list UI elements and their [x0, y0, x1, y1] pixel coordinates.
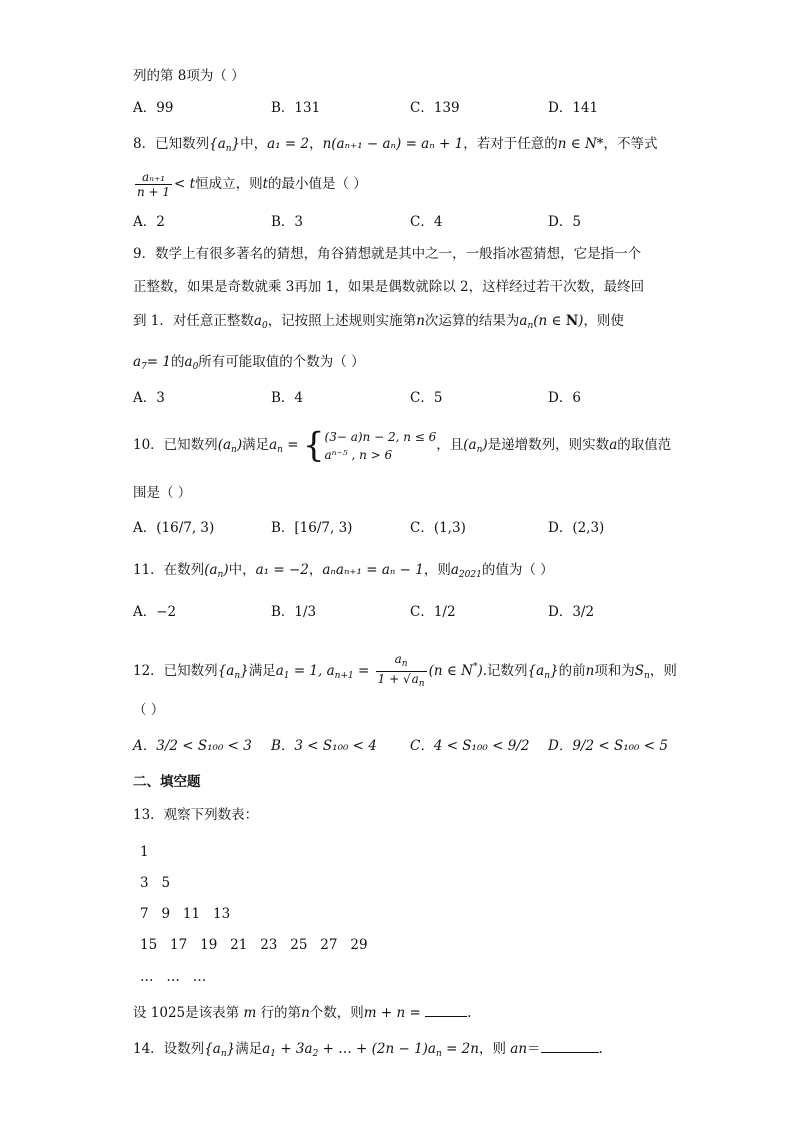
q10-stem: 10．已知数列$(a_n)$满足$a_n$ = { (3− a)n − 2, n ≤ 6 aⁿ⁻⁵ , n > 6 ，且$(a_n)$是递增数列，则实数a的取值范	[133, 425, 672, 466]
q7-tail: 列的第 8项为（ ）	[133, 68, 245, 84]
q14-question: 14．设数列$\{a_n\}$满足$a_1 + 3a_2$ + … + $(2n - 1)a_n = 2n$，则 an＝ .	[133, 1038, 603, 1064]
q13-table-row-1: 1	[140, 844, 149, 860]
q8-option-b[interactable]: B．3	[271, 214, 304, 230]
q12-option-a[interactable]: A．3/2 < S₁₀₀ < 3	[133, 738, 252, 754]
q9-line2: 正整数，如果是奇数就乘 3再加 1，如果是偶数就除以 2，这样经过若干次数，最终回	[133, 279, 645, 295]
q13-title: 13．观察下列数表：	[133, 807, 259, 823]
q12-fraction: $\frac{a_n}{1 + √a_n}$	[377, 652, 425, 689]
q13-table-row-4: 15 17 19 21 23 25 27 29	[140, 937, 368, 953]
q10-option-b[interactable]: B．[16/7, 3)	[271, 520, 353, 536]
q8-stem-line2: $\frac{\text{aₙ₊₁}}{n + 1}$ < t恒成立，则t的最小值是（ ）	[137, 170, 367, 199]
piecewise-brace: {	[302, 425, 325, 466]
q9-line1: 9．数学上有很多著名的猜想，角谷猜想就是其中之一，一般指冰雹猜想，它是指一个	[133, 246, 642, 262]
q10-option-c[interactable]: C．(1,3)	[410, 520, 466, 536]
section-fill-in-title: 二、填空题	[133, 774, 201, 790]
q7-option-c[interactable]: C．139	[410, 100, 460, 116]
q9-option-d[interactable]: D．6	[548, 390, 581, 406]
q9-line3: 到 1．对任意正整数$a_0$，记按照上述规则实施第n次运算的结果为$a_n(n$ ∈ N)，则使	[133, 313, 624, 331]
q9-line4: $a_7= 1$的$a_0$所有可能取值的个数为（ ）	[133, 354, 365, 372]
q9-option-b[interactable]: B．4	[271, 390, 304, 406]
q11-option-c[interactable]: C．1/2	[410, 604, 456, 620]
q13-table-row-5: … … …	[140, 969, 207, 985]
q13-table-row-2: 3 5	[140, 875, 171, 891]
q10-line2: 围是（ ）	[133, 485, 192, 501]
q12-option-c[interactable]: C．4 < S₁₀₀ < 9/2	[410, 738, 530, 754]
q8-option-c[interactable]: C．4	[410, 214, 443, 230]
q8-option-d[interactable]: D．5	[548, 214, 581, 230]
q13-question: 设 1025是该表第 m 行的第n个数，则m + n = .	[133, 1002, 471, 1023]
q8-stem: 8．已知数列$\{a_n\}$中，a₁ = 2，n(aₙ₊₁ − aₙ) = aₙ + 1，若对于任意的n ∈ N*，不等式	[133, 136, 658, 154]
q10-option-d[interactable]: D．(2,3)	[548, 520, 605, 536]
q9-option-c[interactable]: C．5	[410, 390, 443, 406]
q12-line2: （ ）	[133, 702, 165, 718]
q8-option-a[interactable]: A．2	[133, 214, 165, 230]
q7-option-a[interactable]: A．99	[133, 100, 174, 116]
q9-option-a[interactable]: A．3	[133, 390, 165, 406]
q8-cond3: n ∈ N*	[557, 136, 604, 152]
q14-answer-blank[interactable]	[541, 1038, 599, 1053]
q7-option-d[interactable]: D．141	[548, 100, 599, 116]
seq-an: $\{a_n\}$	[209, 136, 241, 154]
q8-fraction: $\frac{\text{aₙ₊₁}}{n + 1}$	[137, 170, 171, 199]
q10-option-a[interactable]: A．(16/7, 3)	[133, 520, 215, 536]
q11-option-a[interactable]: A．−2	[133, 604, 177, 620]
q13-answer-blank[interactable]	[425, 1002, 467, 1017]
q8-cond2: n(aₙ₊₁ − aₙ) = aₙ + 1	[322, 136, 464, 152]
q12-option-d[interactable]: D．9/2 < S₁₀₀ < 5	[548, 738, 668, 754]
piecewise-cases: (3− a)n − 2, n ≤ 6 aⁿ⁻⁵ , n > 6	[324, 429, 437, 462]
q11-option-b[interactable]: B．1/3	[271, 604, 317, 620]
q11-option-d[interactable]: D．3/2	[548, 604, 595, 620]
q13-table-row-3: 7 9 11 13	[140, 906, 231, 922]
q8-cond1: a₁ = 2	[267, 136, 310, 152]
q11-stem: 11．在数列$(a_n)$中，a₁ = −2，aₙaₙ₊₁ = aₙ − 1，则$a_{2021}$的值为（ ）	[133, 562, 554, 580]
q7-option-b[interactable]: B．131	[271, 100, 321, 116]
q12-stem: 12．已知数列$\{a_n\}$满足$a_1 = 1$, $a_{n+1}$ = $\frac{a_n}{1 + √a_n}$ (n ∈ N*).记数列$\{a_n\}$的前n项和为$S_n$，则	[133, 652, 677, 689]
q12-option-b[interactable]: B．3 < S₁₀₀ < 4	[271, 738, 377, 754]
